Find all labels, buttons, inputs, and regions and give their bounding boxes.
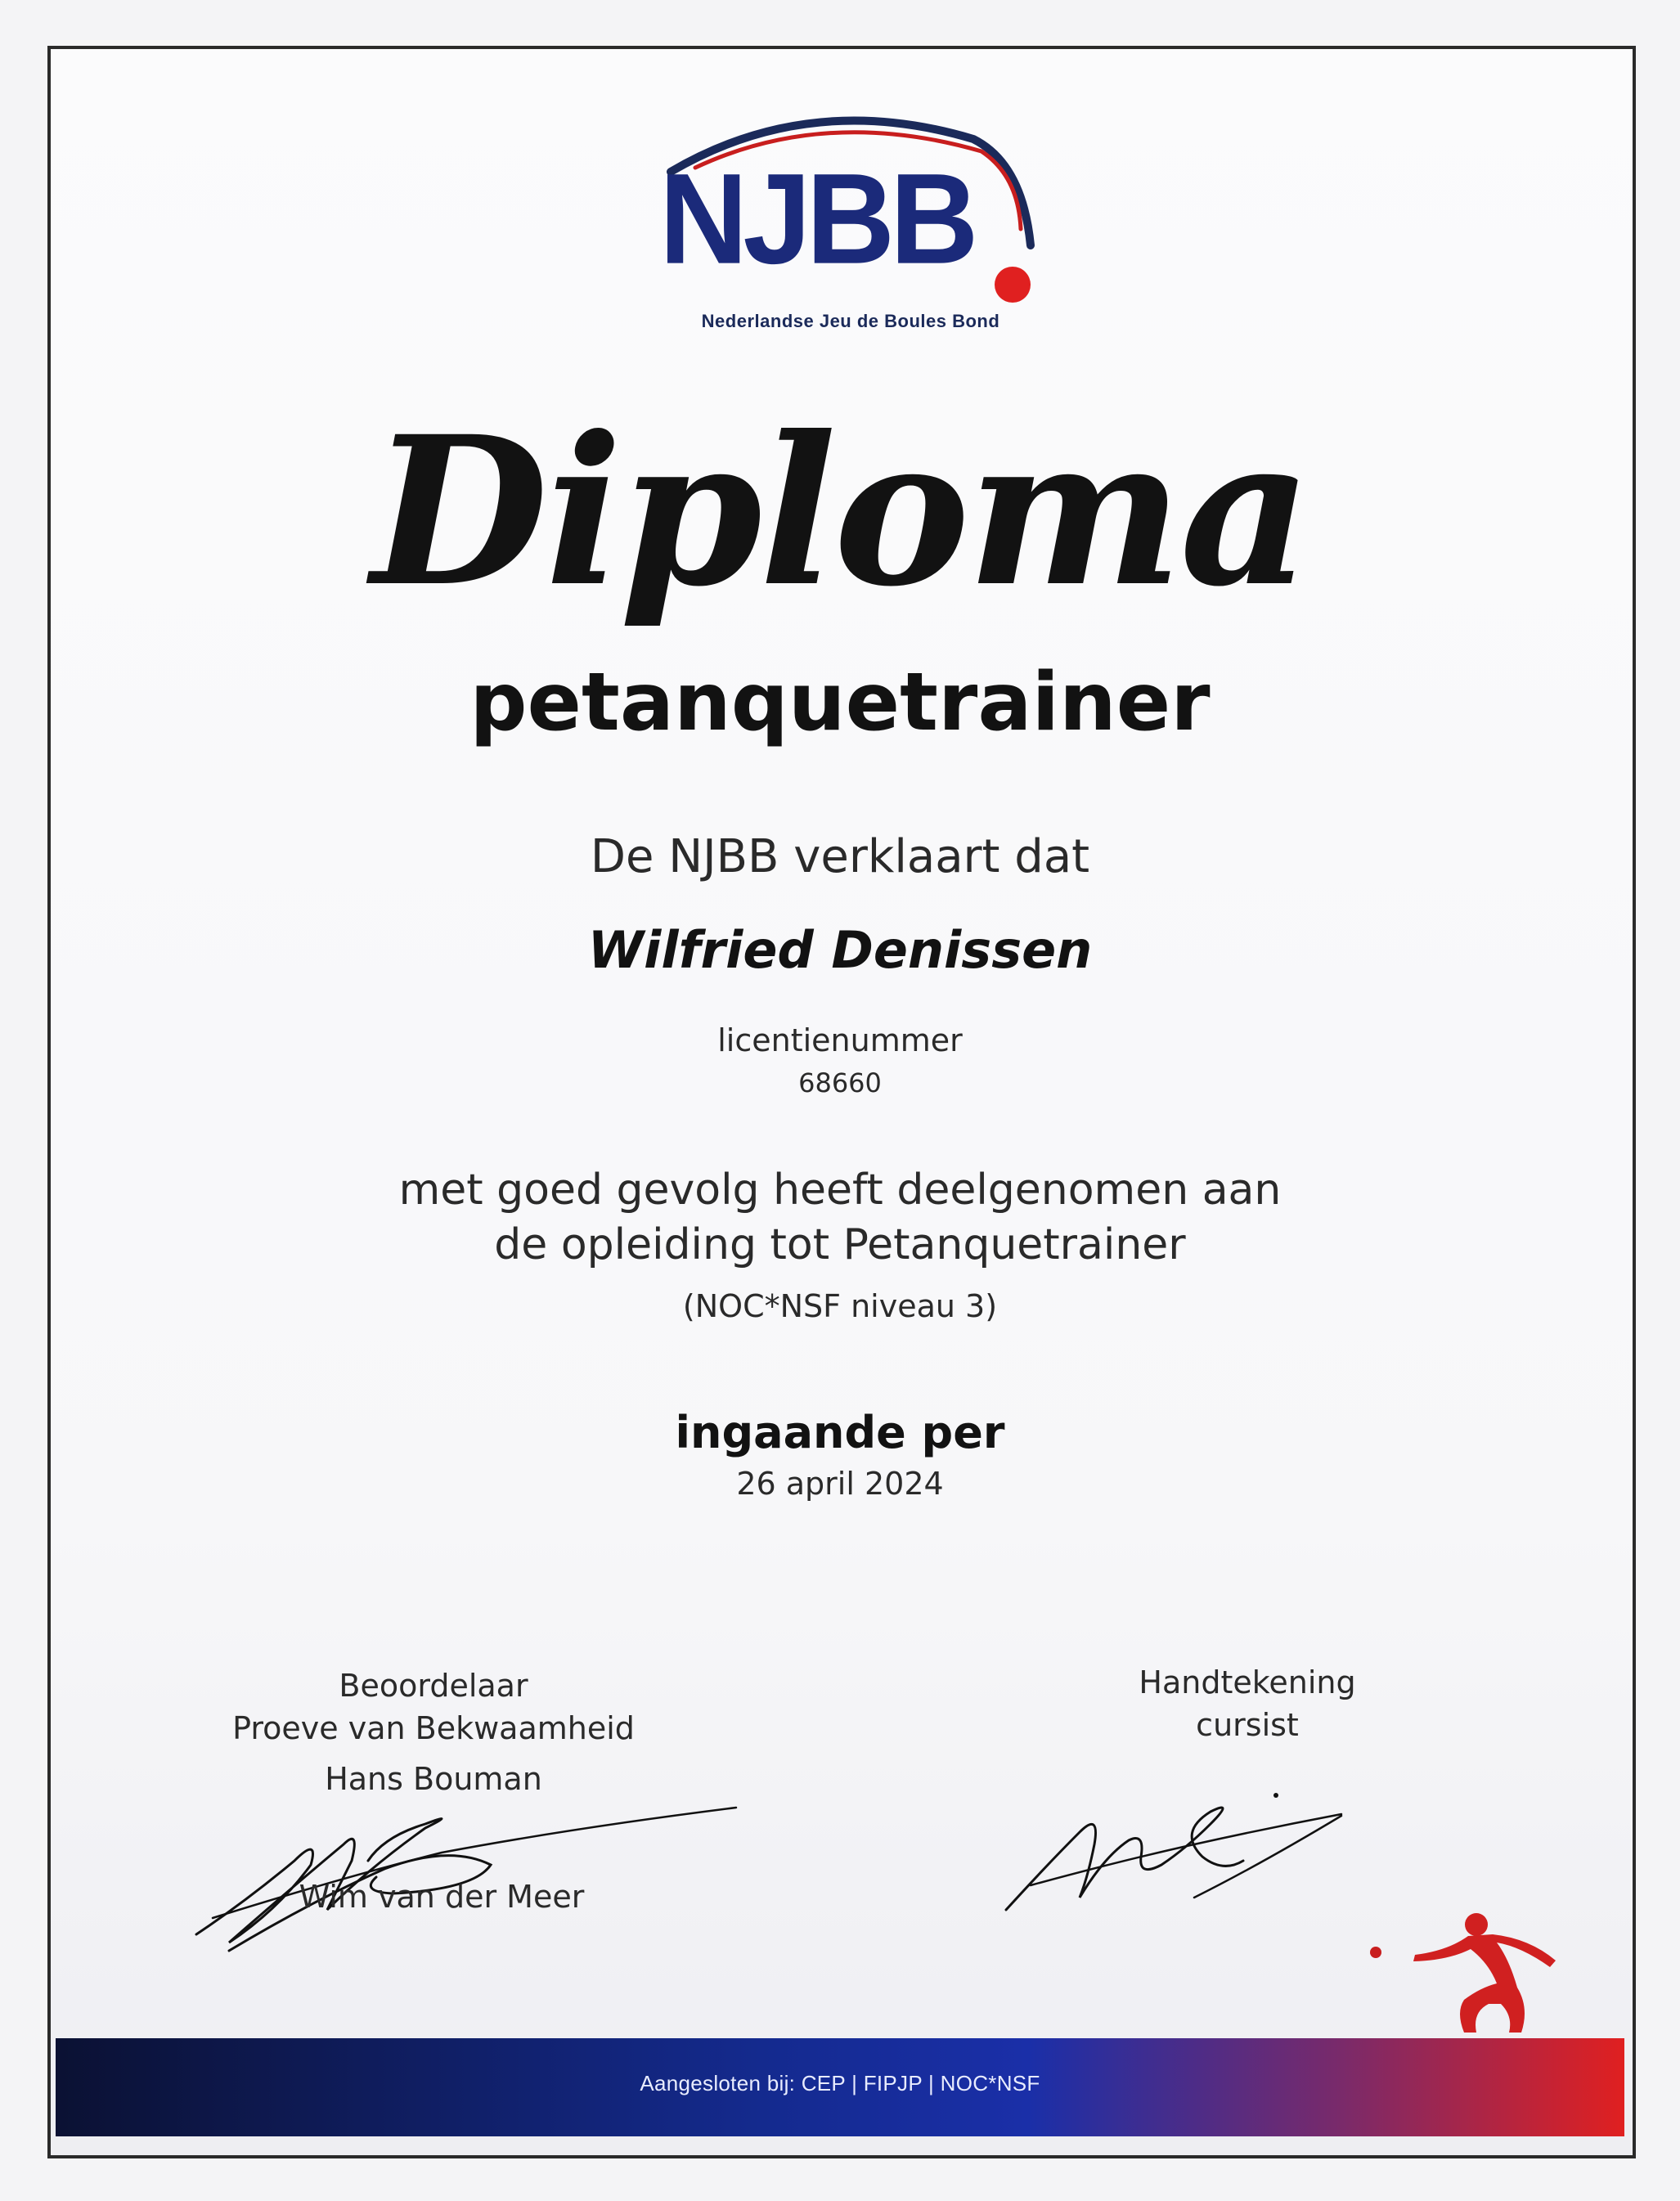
declaration-text: De NJBB verklaart dat bbox=[590, 830, 1090, 883]
diploma-title: Diploma bbox=[371, 391, 1309, 631]
completion-text-line1: met goed gevolg heeft deelgenomen aan bbox=[398, 1166, 1282, 1215]
completion-text-line2: de opleiding tot Petanquetrainer bbox=[494, 1220, 1186, 1269]
participant-signature-sublabel: cursist bbox=[1196, 1707, 1299, 1743]
effective-date: 26 april 2024 bbox=[736, 1466, 944, 1502]
participant-signature-label: Handtekening bbox=[1139, 1664, 1356, 1700]
assessor-signature bbox=[180, 1787, 752, 1967]
footer-affiliations: Aangesloten bij: CEP | FIPJP | NOC*NSF bbox=[640, 2071, 1040, 2095]
logo-subtitle: Nederlandse Jeu de Boules Bond bbox=[701, 311, 1000, 331]
assessor-name: Hans Bouman bbox=[325, 1761, 542, 1797]
logo-brand: NJBB bbox=[659, 146, 974, 291]
logo-boule-icon bbox=[995, 267, 1031, 303]
participant-signature bbox=[998, 1775, 1358, 1922]
assessor-label: Beoordelaar bbox=[339, 1668, 528, 1704]
effective-label: ingaande per bbox=[675, 1407, 1005, 1458]
assessor-role: Proeve van Bekwaamheid bbox=[232, 1710, 635, 1746]
license-label: licentienummer bbox=[717, 1022, 963, 1058]
footer-bar bbox=[56, 2038, 1624, 2136]
license-number: 68660 bbox=[798, 1067, 882, 1098]
recipient-name: Wilfried Denissen bbox=[587, 920, 1093, 980]
course-level: (NOC*NSF niveau 3) bbox=[682, 1288, 998, 1324]
diploma-subtitle: petanquetrainer bbox=[469, 656, 1211, 749]
njbb-logo bbox=[646, 106, 1047, 335]
signer-name: Wim van der Meer bbox=[299, 1879, 585, 1915]
petanque-player-icon bbox=[1366, 1910, 1579, 2041]
